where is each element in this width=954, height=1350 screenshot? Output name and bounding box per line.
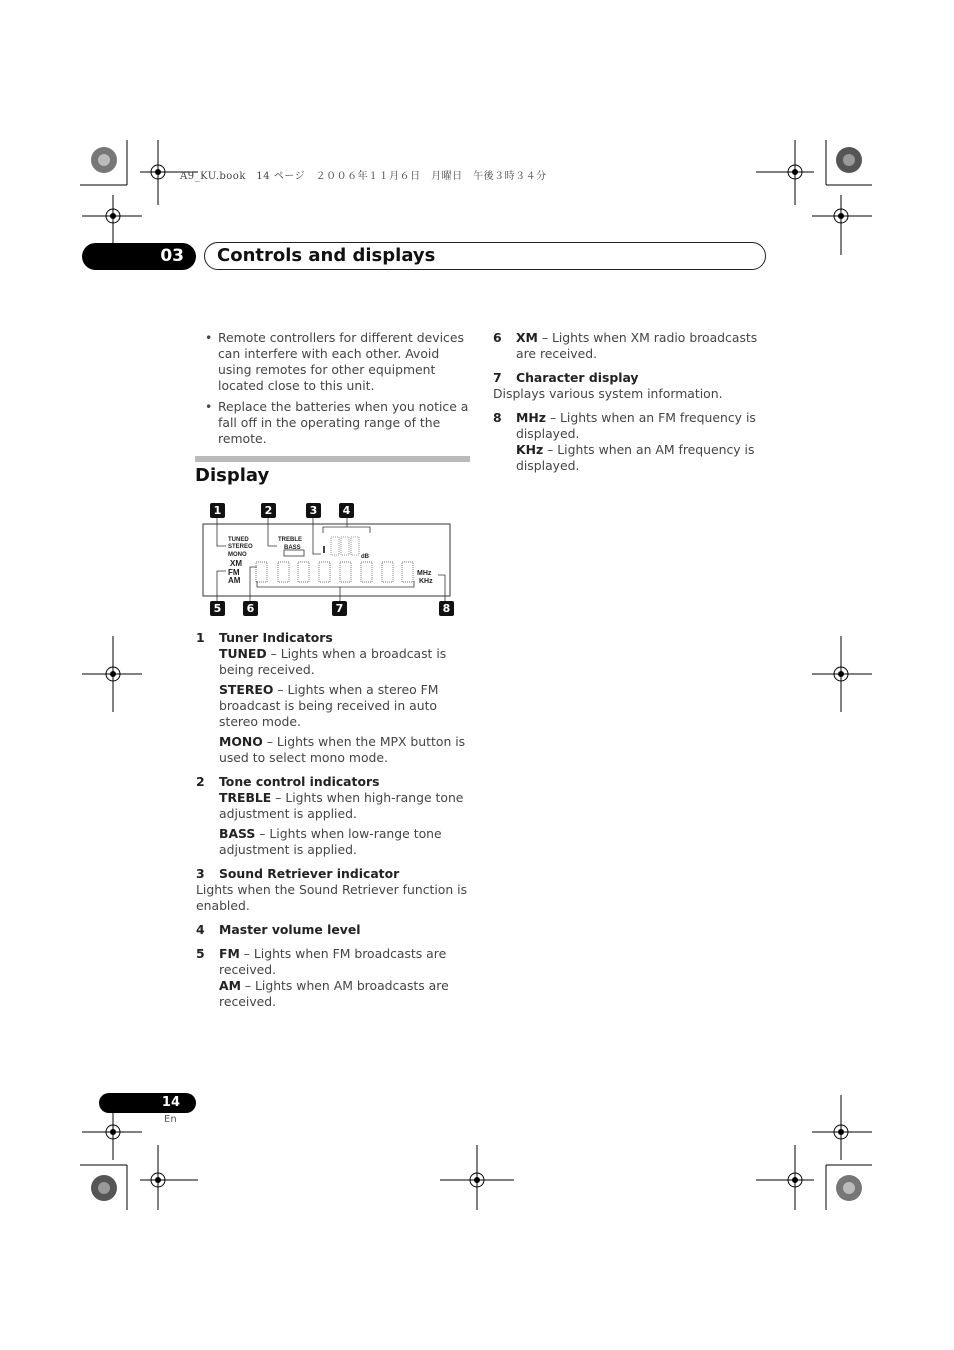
xm-label: XM — [230, 559, 242, 568]
page-number: 14 — [99, 1093, 196, 1113]
callout-5: 5 — [210, 601, 225, 616]
item-fm-am: 5 FM – Lights when FM broadcasts are received. AM – Lights when AM broadcasts are received. — [196, 946, 449, 1009]
tuned-label: TUNED — [228, 537, 249, 543]
item-character-display: 7 Character display Displays various system information. — [493, 370, 723, 401]
stereo-label: STEREO — [228, 544, 253, 550]
chapter-number: 03 — [82, 243, 196, 270]
treble-label: TREBLE — [278, 537, 302, 543]
callout-1: 1 — [210, 503, 225, 518]
page-language: En — [164, 1114, 177, 1125]
bass-label: BASS — [284, 545, 301, 551]
section-title: Display — [195, 465, 270, 486]
items-left — [196, 630, 472, 1018]
chapter-title: Controls and displays — [204, 242, 766, 270]
print-header-note: A9_KU.book 14 ページ ２００６年１１月６日 月曜日 午後３時３４分 — [180, 171, 547, 182]
callout-8: 8 — [439, 601, 454, 616]
item-sound-retriever: 3 Sound Retriever indicator Lights when the Sound Retriever function is enabled. — [196, 866, 468, 913]
item-xm: 6 XM – Lights when XM radio broadcasts are received. — [493, 330, 758, 361]
callout-4: 4 — [339, 503, 354, 518]
list-item: • Remote controllers for different devices can interfere with each other. Avoid using remotes for other equipment located close to this unit. — [205, 330, 464, 393]
item-tone-control: 2 Tone control indicators TREBLE – Lights when high-range tone adjustment is applied. BASS – Lights when low-range tone adjustment is applied. — [196, 774, 464, 857]
display-panel-diagram — [195, 515, 465, 605]
item-master-volume: 4 Master volume level — [196, 922, 361, 937]
callout-6: 6 — [243, 601, 258, 616]
am-label: AM — [228, 576, 241, 585]
mhz-label: MHz — [417, 570, 432, 577]
items-right — [493, 330, 769, 482]
khz-label: KHz — [419, 578, 433, 585]
callout-2: 2 — [261, 503, 276, 518]
mono-label: MONO — [228, 552, 247, 558]
db-label: dB — [361, 554, 369, 560]
list-item: • Replace the batteries when you notice a fall off in the operating range of the remote. — [205, 399, 469, 446]
callout-3: 3 — [306, 503, 321, 518]
item-mhz-khz: 8 MHz – Lights when an FM frequency is displayed. KHz – Lights when an AM frequency is displayed. — [493, 410, 756, 473]
section-bar — [195, 456, 470, 462]
callout-7: 7 — [332, 601, 347, 616]
bullet-list — [196, 330, 472, 452]
fm-label: FM — [228, 568, 240, 577]
item-tuner-indicators: 1 Tuner Indicators TUNED – Lights when a broadcast is being received. STEREO – Lights when a stereo FM broadcast is being received in auto stereo mode. MONO – Lights when the MPX button is used to select mono mode. — [196, 630, 466, 765]
